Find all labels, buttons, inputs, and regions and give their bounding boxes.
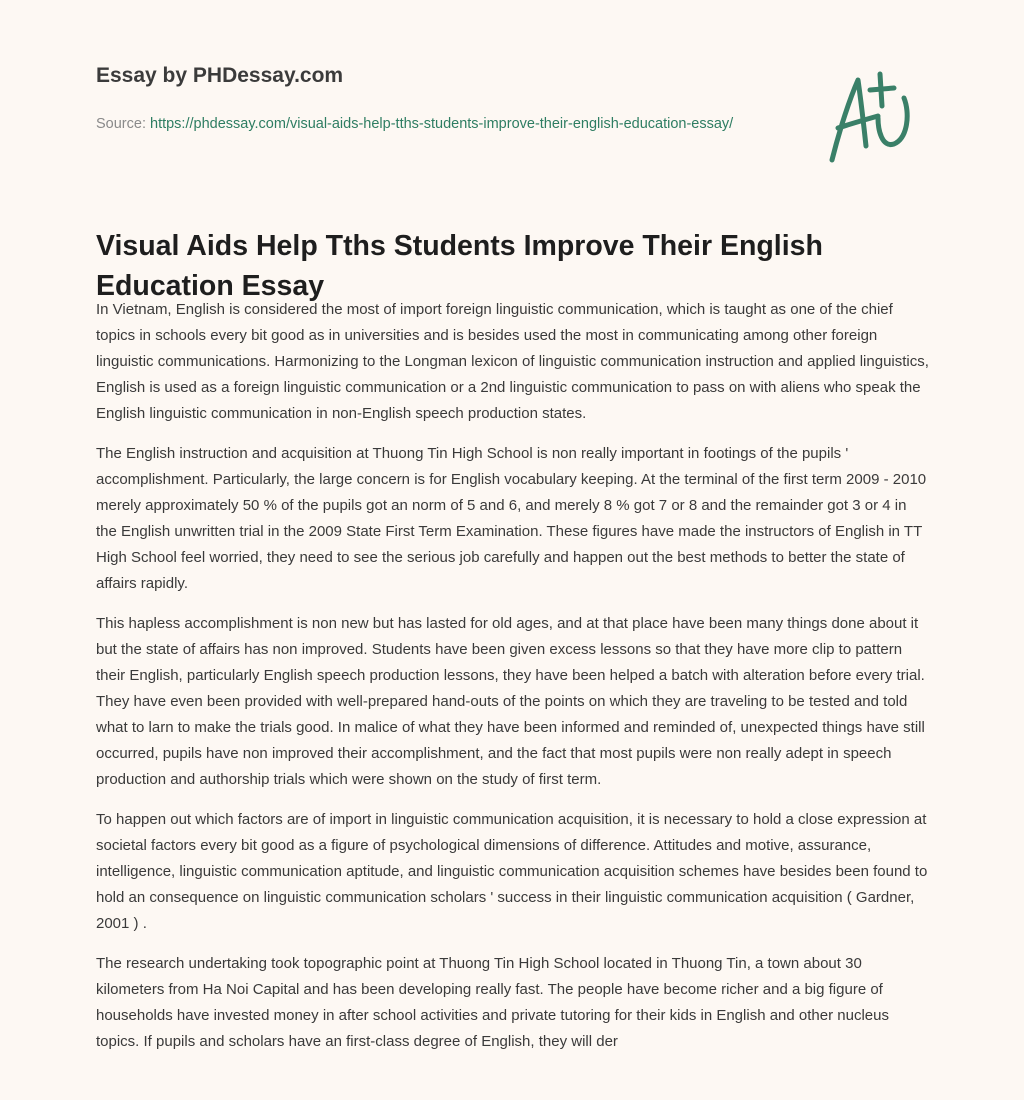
source-label: Source: bbox=[96, 116, 150, 132]
article-body bbox=[96, 297, 930, 1069]
source-line bbox=[96, 112, 736, 136]
paragraph: In Vietnam, English is considered the most of import foreign linguistic communication, which is taught as one of the chief topics in schools every bit good as in universities and is besides used the most in communicating among other foreign linguistic communications. Harmonizing to the Longman lexicon of linguistic communication instruction and applied linguistics, English is used as a foreign linguistic communication or a 2nd linguistic communication to pass on with aliens who speak the English linguistic communication in non-English speech production states. bbox=[96, 301, 929, 422]
page-title: Visual Aids Help Tths Students Improve Their English Education Essay bbox=[96, 230, 823, 302]
a-plus-logo-icon bbox=[820, 68, 930, 168]
paragraph: The research undertaking took topographic point at Thuong Tin High School located in Thuong Tin, a town about 30 kilometers from Ha Noi Capital and has been developing really fast. The people have become richer and a big figure of households have invested money in after school activities and private tutoring for their kids in English and other nucleus topics. If pupils and scholars have an first-class degree of English, they will der bbox=[96, 955, 889, 1050]
paragraph: The English instruction and acquisition at Thuong Tin High School is non really important in footings of the pupils ' accomplishment. Particularly, the large concern is for English vocabulary keeping. At the terminal of the first term 2009 - 2010 merely approximately 50 % of the pupils got an norm of 5 and 6, and merely 8 % got 7 or 8 and the remainder got 3 or 4 in the English unwritten trial in the 2009 State First Term Examination. These figures have made the instructors of English in TT High School feel worried, they need to see the serious job carefully and happen out the best methods to better the state of affairs rapidly. bbox=[96, 445, 927, 592]
paragraph: To happen out which factors are of import in linguistic communication acquisition, it is necessary to hold a close expression at societal factors every bit good as a figure of psychological dimensions of difference. Attitudes and motive, assurance, intelligence, linguistic communication aptitude, and linguistic communication acquisition schemes have besides been found to hold an consequence on linguistic communication scholars ' success in their linguistic communication acquisition ( Gardner, 2001 ) . bbox=[96, 811, 928, 932]
site-brand: Essay by PHDessay.com bbox=[96, 64, 344, 87]
source-link[interactable]: https://phdessay.com/visual-aids-help-tths-students-improve-their-english-education-essay/ bbox=[150, 116, 734, 132]
paragraph: This hapless accomplishment is non new but has lasted for old ages, and at that place have been many things done about it but the state of affairs has non improved. Students have been given excess lessons so that they have more clip to pattern their English, particularly English speech production lessons, they have been helped a batch with alteration before every trial. They have even been provided with well-prepared hand-outs of the points on which they are traveling to be tested and told what to larn to make the trials good. In malice of what they have been informed and reminded of, unexpected things have still occurred, pupils have non improved their accomplishment, and the fact that most pupils were non really adept in speech production and authorship trials which were shown on the study of first term. bbox=[96, 615, 925, 788]
